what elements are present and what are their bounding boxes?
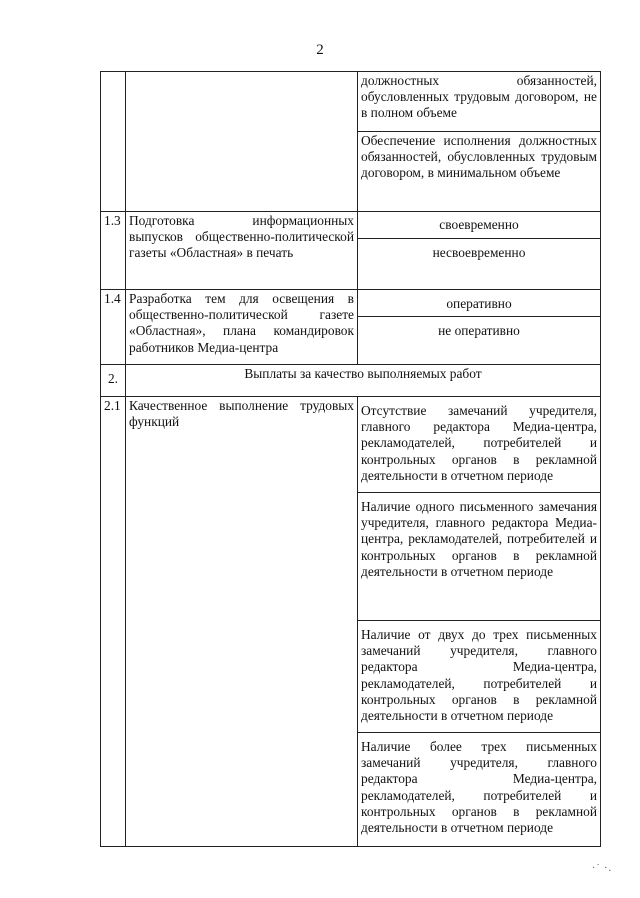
row-number-cell: 1.4: [101, 290, 126, 365]
indicator-cell: Разработка тем для освещения в общественно-политической газете «Областная», плана командировок работников Медиа-центра: [126, 290, 358, 365]
row-number-cell: 1.3: [101, 212, 126, 290]
criterion-cell: Обеспечение исполнения должностных обязанностей, обусловленных трудовым договором, в минимальном объеме: [358, 132, 601, 212]
criterion-cell: не оперативно: [358, 317, 601, 365]
section-number-cell: 2.: [101, 365, 126, 397]
criterion-cell: Наличие одного письменного замечания учредителя, главного редактора Медиа-центра, рекламодателей, потребителей и контрольных органов в рекламной деятельности в отчетном периоде: [358, 493, 601, 621]
section-title: Выплаты за качество выполняемых работ: [126, 365, 601, 397]
criterion-cell: оперативно: [358, 290, 601, 317]
table-row: [101, 72, 601, 132]
table-row: [101, 212, 601, 239]
criterion-cell: Отсутствие замечаний учредителя, главного редактора Медиа-центра, рекламодателей, потребителей и контрольных органов в рекламной деятельности в отчетном периоде: [358, 397, 601, 493]
scan-speck-mark: ·˙ ·.: [592, 863, 612, 874]
indicator-cell: Качественное выполнение трудовых функций: [126, 397, 358, 847]
criterion-cell: Наличие более трех письменных замечаний учредителя, главного редактора Медиа-центра, рекламодателей, потребителей и контрольных органов в рекламной деятельности в отчетном периоде: [358, 733, 601, 847]
table-row: [101, 397, 601, 493]
indicator-cell: Подготовка информационных выпусков общественно-политической газеты «Областная» в печать: [126, 212, 358, 290]
criterion-cell: Наличие от двух до трех письменных замечаний учредителя, главного редактора Медиа-центра, рекламодателей, потребителей и контрольных органов в рекламной деятельности в отчетном периоде: [358, 621, 601, 733]
criterion-cell: несвоевременно: [358, 239, 601, 290]
row-number-cell: 2.1: [101, 397, 126, 847]
section-row: [101, 365, 601, 397]
criteria-table: [100, 71, 601, 847]
row-number-cell: [101, 72, 126, 212]
table-row: [101, 290, 601, 317]
page-number: 2: [316, 42, 324, 58]
indicator-cell: [126, 72, 358, 212]
criterion-cell: своевременно: [358, 212, 601, 239]
criterion-cell: должностных обязанностей, обусловленных трудовым договором, не в полном объеме: [358, 72, 601, 132]
